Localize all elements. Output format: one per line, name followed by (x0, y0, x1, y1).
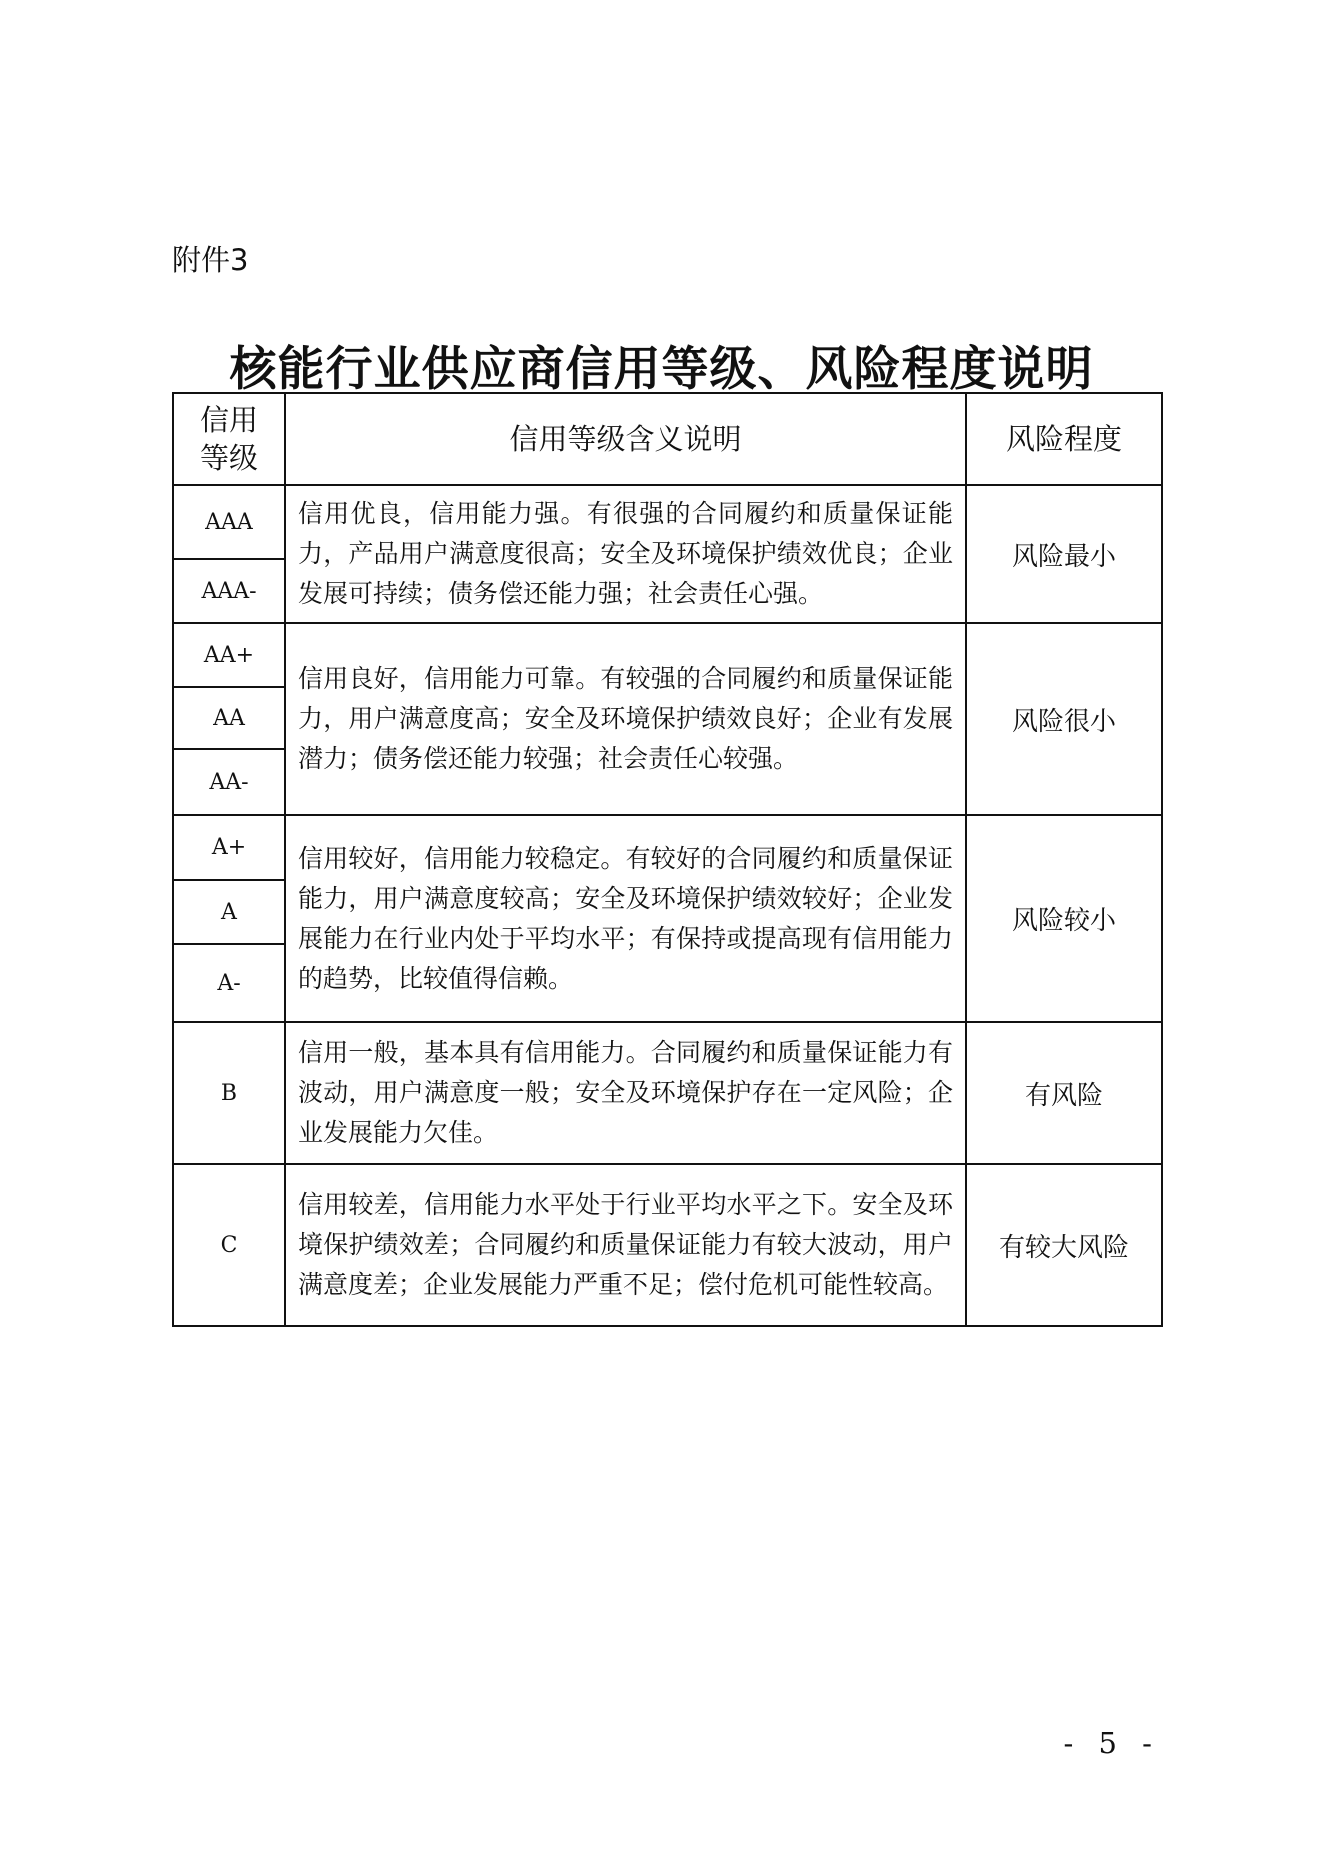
description-cell: 信用较差，信用能力水平处于行业平均水平之下。安全及环境保护绩效差；合同履约和质量保证能力有较大波动，用户满意度差；企业发展能力严重不足；偿付危机可能性较高。 (285, 1164, 966, 1326)
risk-cell: 风险较小 (966, 815, 1162, 1022)
table-row (173, 815, 1162, 880)
grade-cell: C (173, 1164, 285, 1326)
grade-cell: B (173, 1022, 285, 1164)
attachment-label: 附件3 (172, 243, 249, 277)
risk-cell: 有较大风险 (966, 1164, 1162, 1326)
grade-cell: A (173, 880, 285, 944)
header-grade-line2: 等级 (199, 441, 258, 475)
table-header-row (173, 393, 1162, 485)
grade-cell: AA (173, 687, 285, 749)
grade-cell: AAA (173, 485, 285, 559)
grade-cell: AA+ (173, 623, 285, 687)
grade-cell: AAA- (173, 559, 285, 623)
header-risk: 风险程度 (966, 393, 1162, 485)
page-number: - 5 - (1063, 1726, 1160, 1760)
description-cell: 信用一般，基本具有信用能力。合同履约和质量保证能力有波动，用户满意度一般；安全及环境保护存在一定风险；企业发展能力欠佳。 (285, 1022, 966, 1164)
description-cell: 信用良好，信用能力可靠。有较强的合同履约和质量保证能力，用户满意度高；安全及环境保护绩效良好；企业有发展潜力；债务偿还能力较强；社会责任心较强。 (285, 623, 966, 815)
grade-cell: A- (173, 944, 285, 1022)
table-row (173, 1164, 1162, 1326)
description-cell: 信用较好，信用能力较稳定。有较好的合同履约和质量保证能力，用户满意度较高；安全及环境保护绩效较好；企业发展能力在行业内处于平均水平；有保持或提高现有信用能力的趋势，比较值得信赖。 (285, 815, 966, 1022)
risk-cell: 有风险 (966, 1022, 1162, 1164)
description-cell: 信用优良，信用能力强。有很强的合同履约和质量保证能力，产品用户满意度很高；安全及环境保护绩效优良；企业发展可持续；债务偿还能力强；社会责任心强。 (285, 485, 966, 623)
header-grade-line1: 信用 (199, 403, 258, 437)
grade-cell: A+ (173, 815, 285, 880)
risk-cell: 风险很小 (966, 623, 1162, 815)
table-row (173, 623, 1162, 687)
header-grade (173, 393, 285, 485)
table-row (173, 1022, 1162, 1164)
grade-cell: AA- (173, 749, 285, 815)
credit-grade-table (172, 392, 1163, 1327)
table-row (173, 485, 1162, 559)
risk-cell: 风险最小 (966, 485, 1162, 623)
header-meaning: 信用等级含义说明 (285, 393, 966, 485)
page-title: 核能行业供应商信用等级、风险程度说明 (229, 342, 1094, 397)
